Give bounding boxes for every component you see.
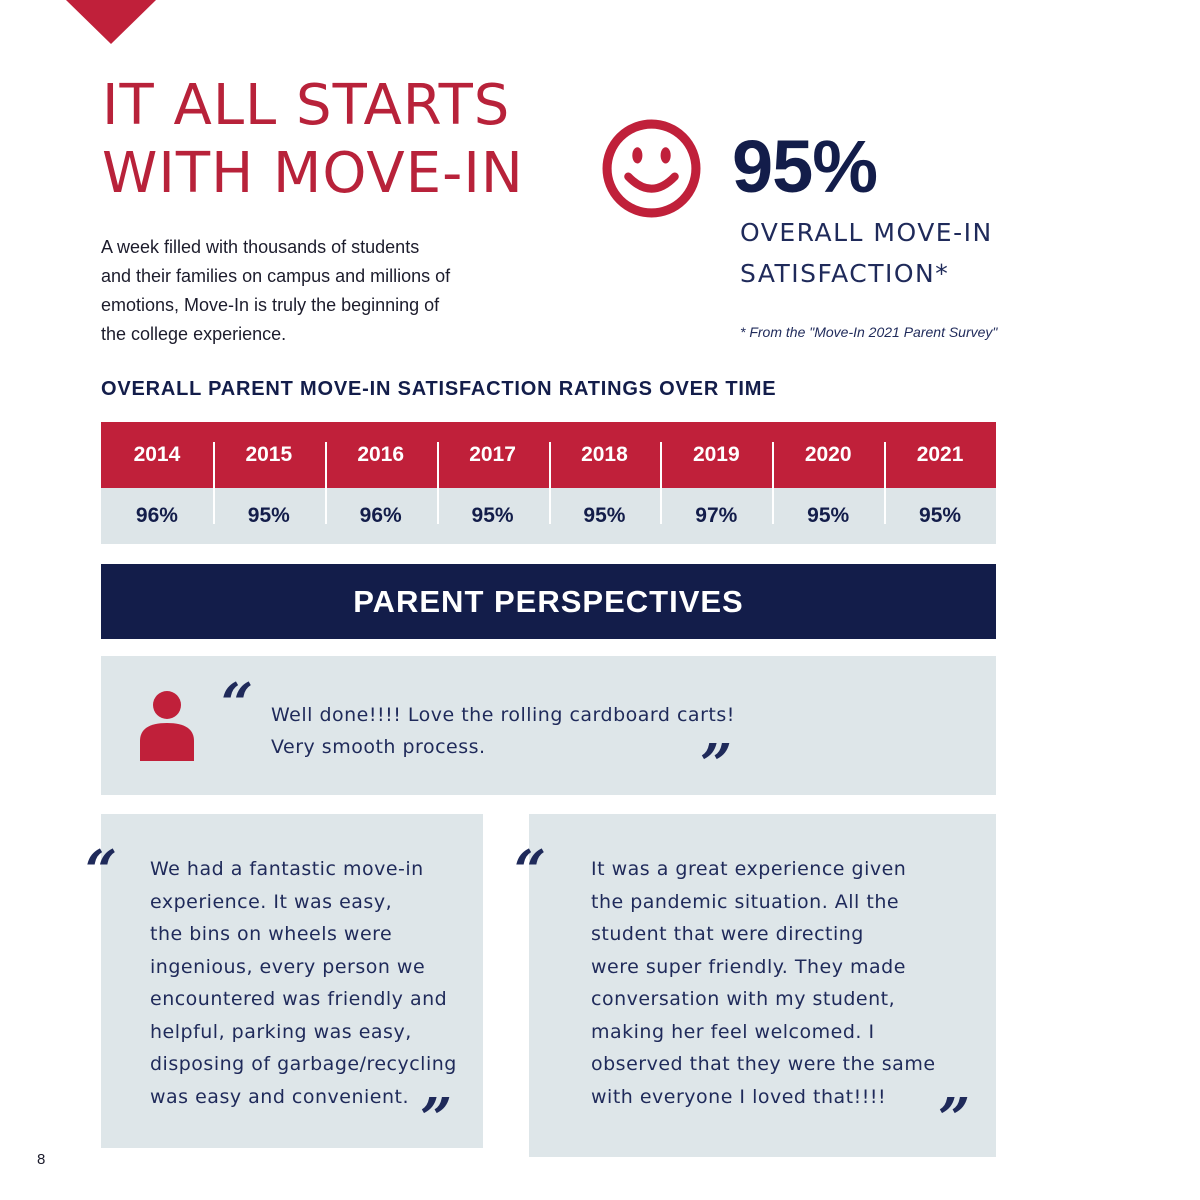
intro-line: A week filled with thousands of students (101, 237, 420, 257)
ratings-heading: OVERALL PARENT MOVE-IN SATISFACTION RATINGS OVER TIME (101, 378, 777, 400)
page-title-line-2: WITH MOVE-IN (102, 141, 524, 206)
quote-line: helpful, parking was easy, (150, 1020, 412, 1043)
rating-cell: 95% (772, 488, 884, 544)
intro-line: and their families on campus and millions of (101, 266, 451, 286)
stat-label-line-2: SATISFACTION* (740, 259, 950, 288)
survey-footnote: * From the "Move-In 2021 Parent Survey" (740, 324, 998, 340)
quote-line: the pandemic situation. All the (591, 890, 900, 913)
year-cell: 2021 (884, 422, 996, 488)
rating-cell: 97% (660, 488, 772, 544)
rating-cell: 95% (213, 488, 325, 544)
quote-text (150, 853, 457, 1113)
year-cell: 2017 (437, 422, 549, 488)
year-cell: 2015 (213, 422, 325, 488)
quote-line: were super friendly. They made (591, 955, 906, 978)
values-row (101, 488, 996, 544)
intro-paragraph (101, 233, 501, 349)
quote-line: student that were directing (591, 923, 864, 945)
intro-line: the college experience. (101, 324, 287, 344)
year-cell: 2020 (772, 422, 884, 488)
quote-line: encountered was friendly and (150, 988, 448, 1010)
quote-line: Very smooth process. (271, 736, 486, 758)
open-quote-mark: “ (514, 838, 547, 904)
quote-line: observed that they were the same (591, 1053, 936, 1075)
rating-cell: 96% (135, 504, 178, 527)
page-title (102, 72, 572, 208)
stat-label-line-1: OVERALL MOVE-IN (740, 218, 993, 247)
quote-line: ingenious, every person we (150, 955, 426, 978)
year-cell: 2018 (549, 422, 661, 488)
overall-satisfaction-value: 95% (732, 125, 878, 208)
rating-cell: 95% (884, 488, 996, 544)
open-quote-mark: “ (85, 838, 118, 904)
page-number: 8 (37, 1151, 46, 1168)
open-quote-mark: “ (221, 671, 254, 737)
ratings-table (101, 422, 996, 544)
close-quote-mark: ” (938, 1086, 971, 1152)
quote-line: We had a fantastic move-in (150, 858, 424, 880)
year-cell: 2016 (325, 422, 437, 488)
quote-text (591, 853, 936, 1113)
quote-line: making her feel welcomed. I (591, 1020, 875, 1043)
page-title-line-1: IT ALL STARTS (102, 73, 511, 138)
quote-line: with everyone I loved that!!!! (591, 1085, 887, 1108)
corner-triangle-decoration (66, 0, 156, 44)
person-icon (138, 689, 196, 761)
quote-line: disposing of garbage/recycling (150, 1053, 457, 1075)
overall-satisfaction-label (740, 212, 993, 294)
rating-cell: 95% (437, 488, 549, 544)
quote-text (271, 699, 735, 763)
quote-line: It was a great experience given (591, 858, 907, 880)
smiley-face-icon (601, 118, 702, 219)
rating-cell: 95% (549, 488, 661, 544)
quote-line: was easy and convenient. (150, 1085, 410, 1108)
rating-cell: 96% (325, 488, 437, 544)
intro-line: emotions, Move-In is truly the beginning of (101, 295, 440, 315)
close-quote-mark: ” (420, 1086, 453, 1152)
year-cell: 2019 (660, 422, 772, 488)
quote-line: Well done!!!! Love the rolling cardboard carts! (271, 704, 735, 726)
close-quote-mark: ” (700, 732, 733, 798)
year-cell: 2014 (133, 443, 181, 466)
years-row (101, 422, 996, 488)
quote-line: experience. It was easy, (150, 890, 393, 913)
parent-perspectives-banner: PARENT PERSPECTIVES (101, 564, 996, 639)
quote-line: the bins on wheels were (150, 923, 393, 945)
quote-line: conversation with my student, (591, 988, 896, 1010)
